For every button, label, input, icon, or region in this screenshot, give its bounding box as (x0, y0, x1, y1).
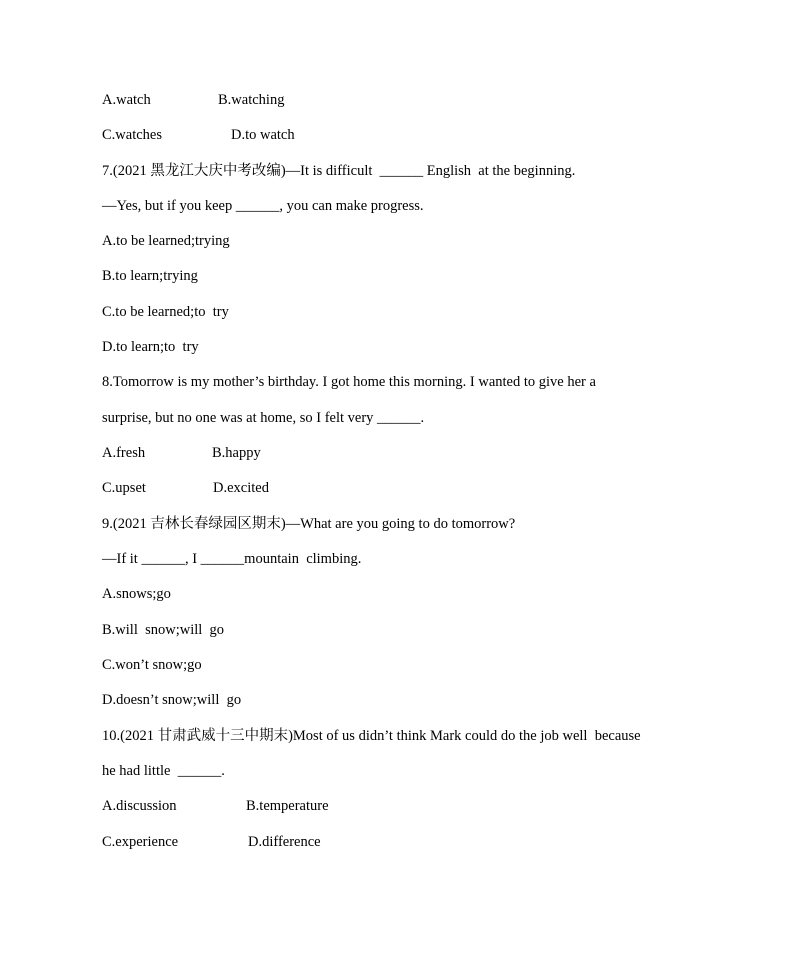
q9-option-b: B.will snow;will go (102, 622, 225, 638)
q6-option-a: A.watch (102, 92, 151, 108)
q8-option-d: D.excited (213, 480, 269, 496)
q9-stem-line1: 9.(2021 吉林长春绿园区期末)—What are you going to do tomorrow? (102, 516, 516, 532)
q10-option-b: B.temperature (246, 798, 329, 814)
q7-option-a: A.to be learned;trying (102, 233, 230, 249)
q8-stem-line1: 8.Tomorrow is my mother’s birthday. I got home this morning. I wanted to give her a (102, 374, 596, 390)
q10-stem-line2: he had little ______. (102, 763, 225, 779)
q9-option-d: D.doesn’t snow;will go (102, 692, 242, 708)
q6-option-b: B.watching (218, 92, 285, 108)
q7-stem-line1: 7.(2021 黑龙江大庆中考改编)—It is difficult ______ English at the beginning. (102, 163, 576, 179)
q6-option-c: C.watches (102, 127, 162, 143)
q8-option-a: A.fresh (102, 445, 146, 461)
q6-option-d: D.to watch (231, 127, 295, 143)
q9-stem-line2: —If it ______, I ______mountain climbing. (102, 551, 362, 567)
q8-stem-line2: surprise, but no one was at home, so I felt very ______. (102, 410, 425, 426)
q7-option-d: D.to learn;to try (102, 339, 199, 355)
q7-option-c: C.to be learned;to try (102, 304, 229, 320)
q8-option-b: B.happy (212, 445, 261, 461)
q10-option-a: A.discussion (102, 798, 177, 814)
q9-option-a: A.snows;go (102, 586, 171, 602)
q10-stem-line1: 10.(2021 甘肃武威十三中期末)Most of us didn’t think Mark could do the job well because (102, 728, 641, 744)
q10-option-d: D.difference (248, 834, 321, 850)
q7-stem-line2: —Yes, but if you keep ______, you can make progress. (102, 198, 424, 214)
q8-option-c: C.upset (102, 480, 146, 496)
q7-option-b: B.to learn;trying (102, 268, 198, 284)
q10-option-c: C.experience (102, 834, 179, 850)
q9-option-c: C.won’t snow;go (102, 657, 202, 673)
